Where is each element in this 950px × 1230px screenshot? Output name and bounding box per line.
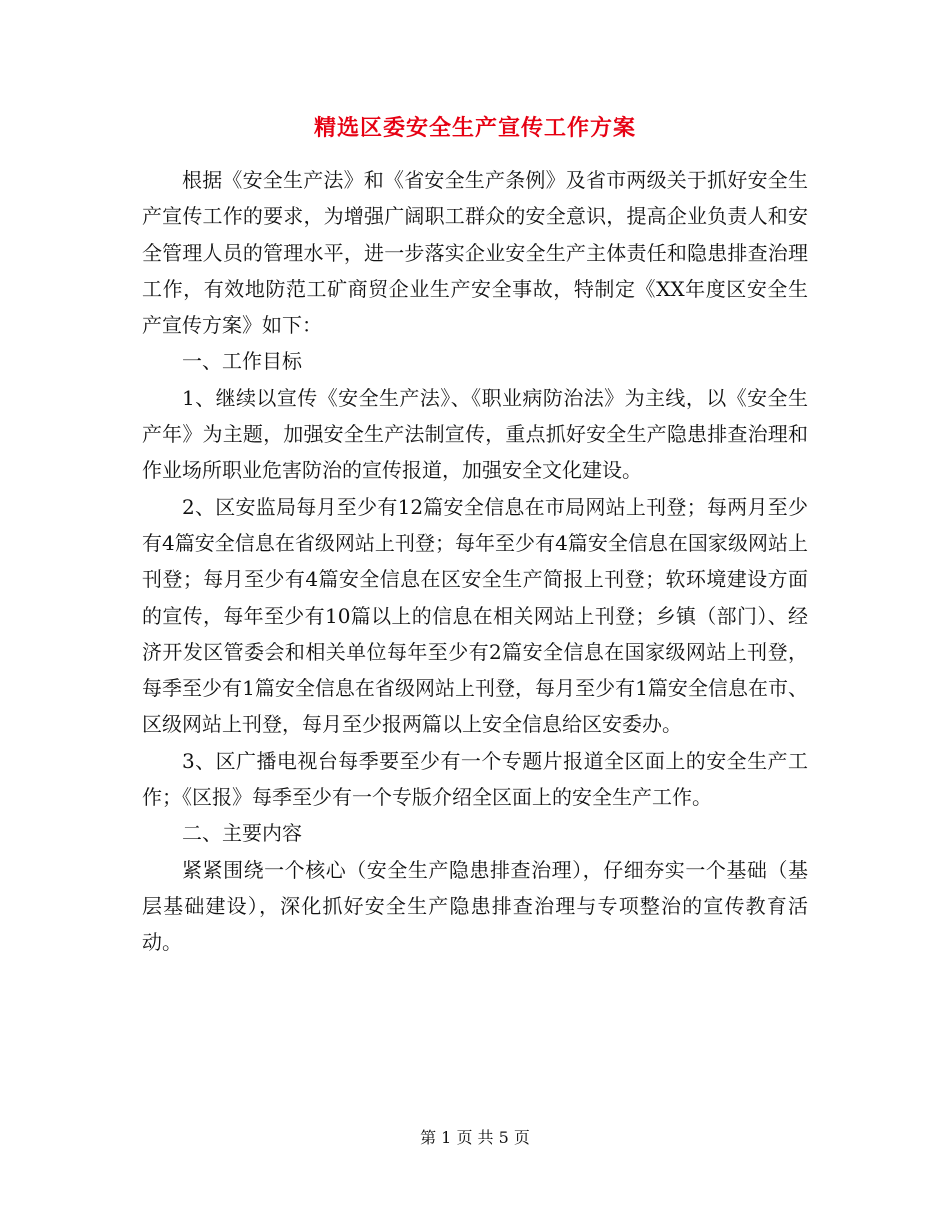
paragraph-goal-1: 1、继续以宣传《安全生产法》、《职业病防治法》为主线，以《安全生产年》为主题，加强安全生产法制宣传，重点抓好安全生产隐患排查治理和作业场所职业危害防治的宣传报道，加强安全文化建设。: [142, 385, 808, 483]
paragraph-goal-3: 3、区广播电视台每季要至少有一个专题片报道全区面上的安全生产工作；《区报》每季至少有一个专版介绍全区面上的安全生产工作。: [142, 748, 808, 810]
paragraph-goal-2: 2、区安监局每月至少有12篇安全信息在市局网站上刊登；每两月至少有4篇安全信息在省级网站上刊登；每年至少有4篇安全信息在国家级网站上刊登；每月至少有4篇安全信息在区安全生产简报上刊登；软环境建设方面的宣传，每年至少有10篇以上的信息在相关网站上刊登；乡镇（部门）、经济开发区管委会和相关单位每年至少有2篇安全信息在国家级网站上刊登，每季至少有1篇安全信息在省级网站上刊登，每月至少有1篇安全信息在市、区级网站上刊登，每月至少报两篇以上安全信息给区安委办。: [142, 494, 808, 737]
document-title: 精选区委安全生产宣传工作方案: [313, 115, 636, 141]
document-body: [142, 162, 808, 961]
paragraph-content: 紧紧围绕一个核心（安全生产隐患排查治理），仔细夯实一个基础（基层基础建设），深化抓好安全生产隐患排查治理与专项整治的宣传教育活动。: [142, 857, 808, 955]
section-heading-content: 二、主要内容: [182, 821, 302, 846]
paragraph-intro: 根据《安全生产法》和《省安全生产条例》及省市两级关于抓好安全生产宣传工作的要求，为增强广阔职工群众的安全意识，提高企业负责人和安全管理人员的管理水平，进一步落实企业安全生产主体责任和隐患排查治理工作，有效地防范工矿商贸企业生产安全事故，特制定《XX年度区安全生产宣传方案》如下：: [142, 168, 808, 338]
section-heading-goals: 一、工作目标: [182, 349, 302, 374]
page-footer: 第 1 页 共 5 页: [420, 1128, 530, 1147]
